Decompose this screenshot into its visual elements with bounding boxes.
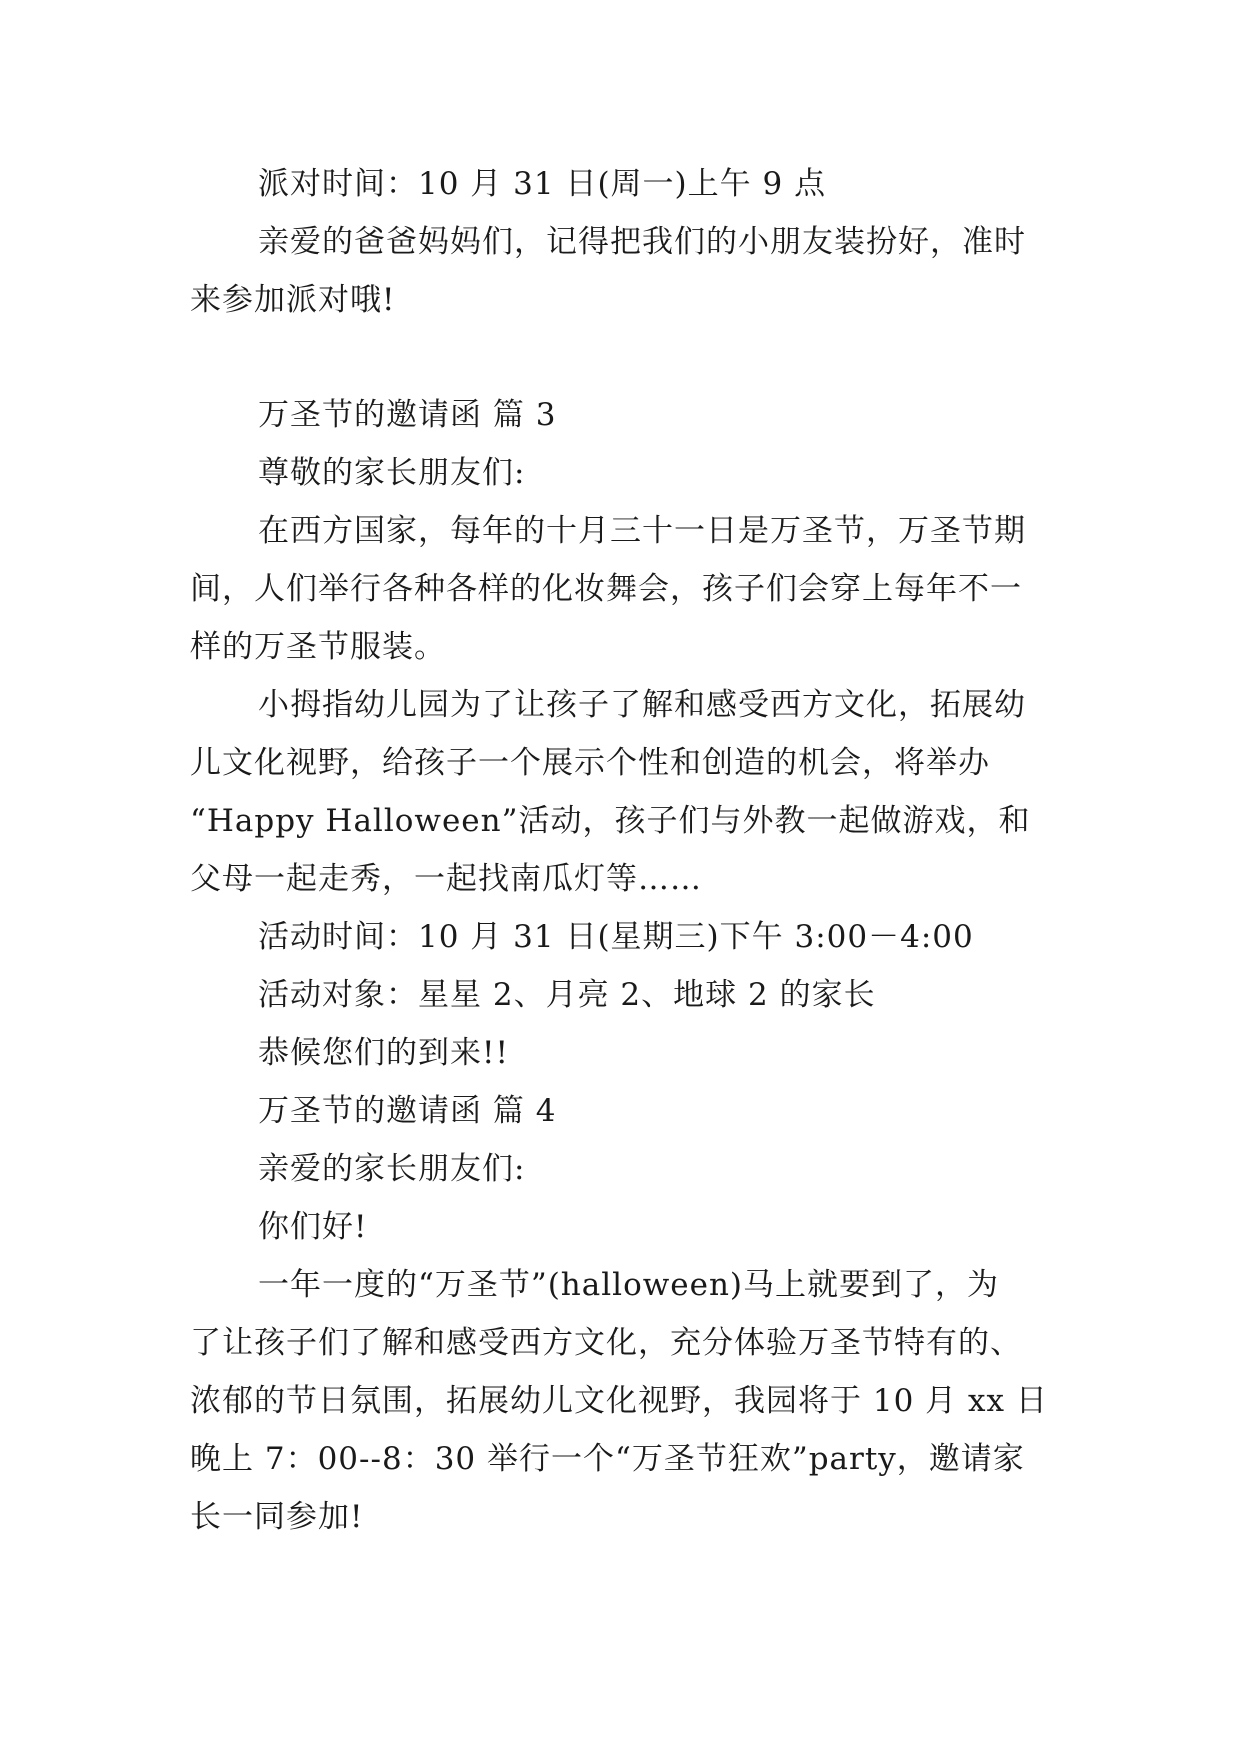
paragraph-line: 样的万圣节服装。 [190, 629, 446, 665]
paragraph-line: 儿文化视野，给孩子一个展示个性和创造的机会，将举办 [190, 745, 990, 781]
paragraph-line: 长一同参加! [190, 1499, 364, 1535]
salutation-line: 亲爱的家长朋友们: [258, 1151, 526, 1187]
closing-line: 恭候您们的到来!! [258, 1035, 509, 1071]
section-heading-4: 万圣节的邀请函 篇 4 [258, 1093, 557, 1129]
greeting-line: 你们好! [258, 1209, 368, 1245]
activity-time-line: 活动时间：10 月 31 日(星期三)下午 3:00－4:00 [258, 919, 974, 955]
paragraph-line: 间，人们举行各种各样的化妆舞会，孩子们会穿上每年不一 [190, 571, 1022, 607]
paragraph-line: 亲爱的爸爸妈妈们，记得把我们的小朋友装扮好，准时 [258, 224, 1026, 260]
paragraph-line: 一年一度的“万圣节”(halloween)马上就要到了，为 [258, 1267, 1000, 1303]
paragraph-line: 了让孩子们了解和感受西方文化，充分体验万圣节特有的、 [190, 1325, 1022, 1361]
paragraph-line: 晚上 7：00--8：30 举行一个“万圣节狂欢”party，邀请家 [190, 1441, 1025, 1477]
paragraph-line: 来参加派对哦! [190, 282, 396, 318]
paragraph-line: 父母一起走秀，一起找南瓜灯等…… [190, 861, 702, 897]
paragraph-line: 浓郁的节日氛围，拓展幼儿文化视野，我园将于 10 月 xx 日 [190, 1383, 1048, 1419]
paragraph-line: 在西方国家，每年的十月三十一日是万圣节，万圣节期 [258, 513, 1026, 549]
paragraph-line: 小拇指幼儿园为了让孩子了解和感受西方文化，拓展幼 [258, 687, 1026, 723]
party-time-line: 派对时间：10 月 31 日(周一)上午 9 点 [258, 166, 827, 202]
activity-audience-line: 活动对象：星星 2、月亮 2、地球 2 的家长 [258, 977, 876, 1013]
paragraph-line: “Happy Halloween”活动，孩子们与外教一起做游戏，和 [190, 803, 1031, 839]
salutation-line: 尊敬的家长朋友们: [258, 455, 526, 491]
section-heading-3: 万圣节的邀请函 篇 3 [258, 397, 557, 433]
